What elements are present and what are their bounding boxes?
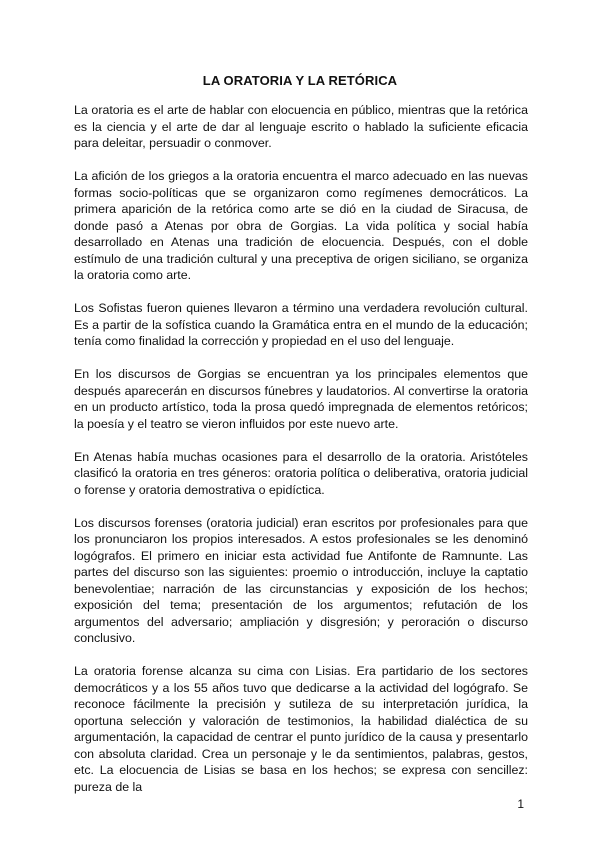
paragraph-greek-origins: La afición de los griegos a la oratoria encuentra el marco adecuado en las nuevas formas socio-políticas que se organizaron como regímenes democráticos. La primera aparición de la retórica como arte se dió en la ciudad de Siracusa, de donde pasó a Atenas por obra de Gorgias. La vida política y social había desarrollado en Atenas una tradición de elocuencia. Después, con el doble estímulo de una tradición cultural y una preceptiva de origen siciliano, se organiza la oratoria como arte. [74, 169, 528, 282]
paragraph-genres: En Atenas había muchas ocasiones para el desarrollo de la oratoria. Aristóteles clasificó la oratoria en tres géneros: oratoria política o deliberativa, oratoria judicial o forense y oratoria demostrativa o epidíctica. [74, 449, 528, 497]
paragraph-lisias: La oratoria forense alcanza su cima con Lisias. Era partidario de los sectores democráticos y a los 55 años tuvo que dedicarse a la actividad del logógrafo. Se reconoce fácilmente la precisión y sutileza de su interpretación jurídica, la oportuna selección y valoración de testimonios, la habilidad dialéctica de su argumentación, la capacidad de centrar el punto jurídico de la causa y presentarlo con absoluta claridad. Crea un personaje y le da sentimientos, palabras, gestos, etc. La elocuencia de Lisias se basa en los hechos; se expresa con sencillez: pureza de la [74, 664, 528, 794]
page-number: 1 [517, 797, 524, 811]
paragraph-forensic-speeches: Los discursos forenses (oratoria judicial) eran escritos por profesionales para que los pronunciaron los propios interesados. A estos profesionales se les denominó logógrafos. El primero en iniciar esta actividad fue Antifonte de Ramnunte. Las partes del discurso son las siguientes: proemio o introducción, incluye la captatio benevolentiae; narración de las circunstancias y exposición de los hechos; exposición del tema; presentación de los argumentos; refutación de los argumentos del adversario; ampliación y disgresión; y peroración o discurso conclusivo. [74, 515, 528, 645]
paragraph-sophists: Los Sofistas fueron quienes llevaron a término una verdadera revolución cultural. Es a partir de la sofística cuando la Gramática entra en el mundo de la educación; tenía como finalidad la corrección y propiedad en el uso del lenguaje. [74, 301, 528, 348]
paragraph-definition: La oratoria es el arte de hablar con elocuencia en público, mientras que la retórica es la ciencia y el arte de dar al lenguaje escrito o hablado la suficiente eficacia para deleitar, persuadir o conmover. [74, 103, 528, 150]
page-title: LA ORATORIA Y LA RETÓRICA [202, 73, 398, 88]
paragraph-gorgias: En los discursos de Gorgias se encuentran ya los principales elementos que después aparecerán en discursos fúnebres y laudatorios. Al convertirse la oratoria en un producto artístico, toda la prosa quedó impregnada de elementos retóricos; la poesía y el teatro se vieron influidos por este nuevo arte. [74, 367, 528, 431]
document-body [74, 102, 528, 812]
